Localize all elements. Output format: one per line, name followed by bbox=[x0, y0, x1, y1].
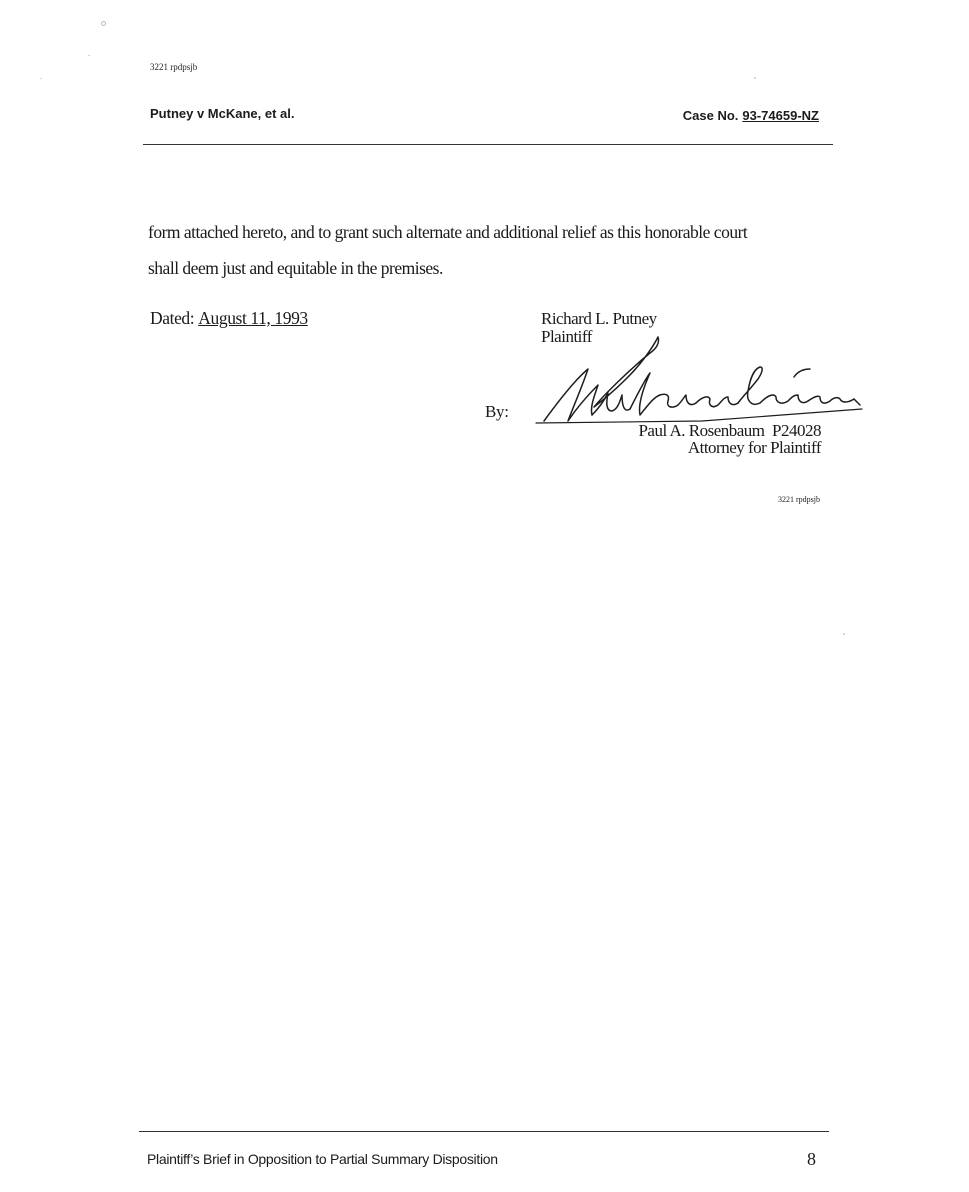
scan-speck bbox=[754, 77, 756, 79]
attorney-name: Paul A. Rosenbaum P24028 bbox=[638, 421, 821, 440]
page-number: 8 bbox=[807, 1149, 816, 1169]
handwritten-signature bbox=[532, 335, 864, 431]
plaintiff-role: Plaintiff bbox=[541, 327, 592, 346]
dated-line bbox=[150, 308, 308, 329]
scan-speck bbox=[40, 78, 42, 79]
document-code-bottom: 3221 rpdpsjb bbox=[778, 495, 820, 504]
body-line: shall deem just and equitable in the premises. bbox=[148, 258, 443, 278]
case-number-value: 93-74659-NZ bbox=[742, 108, 819, 123]
dated-value: August 11, 1993 bbox=[198, 308, 308, 328]
by-label: By: bbox=[485, 402, 509, 421]
document-code-top: 3221 rpdpsjb bbox=[150, 62, 198, 72]
footer-divider bbox=[139, 1131, 829, 1132]
scan-speck bbox=[843, 633, 845, 635]
case-number-label: Case No. bbox=[682, 108, 739, 123]
case-caption: Putney v McKane, et al. bbox=[150, 106, 295, 121]
attorney-role: Attorney for Plaintiff bbox=[687, 438, 821, 457]
scan-speck bbox=[101, 21, 106, 26]
scan-speck bbox=[88, 55, 90, 56]
body-paragraph bbox=[148, 214, 828, 286]
footer-title: Plaintiff’s Brief in Opposition to Partial Summary Disposition bbox=[147, 1151, 498, 1167]
header-divider bbox=[143, 144, 833, 145]
case-number bbox=[683, 108, 819, 123]
body-line: form attached hereto, and to grant such alternate and additional relief as this honorable court bbox=[148, 222, 748, 242]
plaintiff-name: Richard L. Putney bbox=[541, 309, 657, 328]
attorney-block bbox=[638, 422, 821, 456]
dated-label: Dated: bbox=[150, 308, 195, 328]
